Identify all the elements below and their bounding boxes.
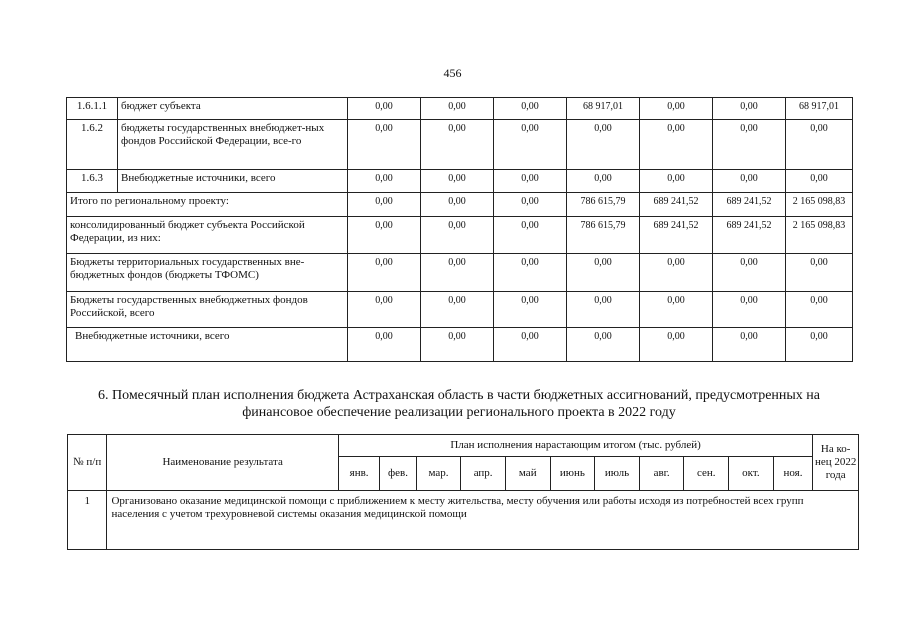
value-cell: 0,00	[640, 98, 713, 120]
row-name: Бюджеты территориальных государственных вне-бюджетных фондов (бюджеты ТФОМС)	[67, 254, 348, 292]
table-row	[67, 170, 853, 193]
row-name: консолидированный бюджет субъекта Российской Федерации, из них:	[67, 217, 348, 254]
value-cell: 0,00	[494, 328, 567, 362]
table-row	[67, 328, 853, 362]
value-cell: 0,00	[494, 170, 567, 193]
value-cell: 0,00	[640, 328, 713, 362]
table-row	[67, 217, 853, 254]
value-cell: 0,00	[348, 170, 421, 193]
value-cell: 0,00	[786, 170, 853, 193]
value-cell: 786 615,79	[567, 193, 640, 217]
value-cell: 2 165 098,83	[786, 217, 853, 254]
value-cell: 0,00	[786, 292, 853, 328]
month-header: окт.	[729, 457, 774, 491]
month-header: авг.	[639, 457, 684, 491]
value-cell: 0,00	[494, 98, 567, 120]
value-cell: 0,00	[421, 292, 494, 328]
row-name: Внебюджетные источники, всего	[118, 170, 348, 193]
value-cell: 0,00	[640, 292, 713, 328]
monthly-plan-table	[67, 434, 859, 550]
value-cell: 68 917,01	[786, 98, 853, 120]
value-cell: 0,00	[713, 170, 786, 193]
table-row	[68, 491, 859, 550]
value-cell: 0,00	[494, 292, 567, 328]
value-cell: 0,00	[567, 120, 640, 170]
month-header: сен.	[684, 457, 729, 491]
value-cell: 0,00	[713, 254, 786, 292]
result-name: Организовано оказание медицинской помощи с приближением к месту жительства, месту обучения или работы исходя из потребностей всех групп населения с учетом трехуровневой системы оказания медицинской помощи	[107, 491, 859, 550]
value-cell: 689 241,52	[640, 217, 713, 254]
month-header: янв.	[338, 457, 380, 491]
value-cell: 0,00	[421, 193, 494, 217]
month-header: июнь	[550, 457, 595, 491]
value-cell: 0,00	[348, 292, 421, 328]
value-cell: 0,00	[713, 98, 786, 120]
row-number: 1.6.3	[67, 170, 118, 193]
value-cell: 68 917,01	[567, 98, 640, 120]
month-header: фев.	[380, 457, 416, 491]
month-header: мар.	[416, 457, 461, 491]
value-cell: 689 241,52	[713, 217, 786, 254]
value-cell: 0,00	[494, 120, 567, 170]
value-cell: 0,00	[494, 193, 567, 217]
value-cell: 0,00	[348, 193, 421, 217]
row-number: 1.6.1.1	[67, 98, 118, 120]
month-header: ноя.	[773, 457, 813, 491]
value-cell: 0,00	[348, 328, 421, 362]
plan-header: План исполнения нарастающим итогом (тыс. рублей)	[338, 435, 812, 457]
financing-table	[66, 97, 853, 362]
month-header: апр.	[461, 457, 506, 491]
value-cell: 689 241,52	[713, 193, 786, 217]
value-cell: 0,00	[348, 217, 421, 254]
col-number-header: № п/п	[68, 435, 107, 491]
value-cell: 0,00	[786, 328, 853, 362]
value-cell: 0,00	[640, 170, 713, 193]
value-cell: 0,00	[786, 254, 853, 292]
value-cell: 0,00	[494, 254, 567, 292]
row-number: 1	[68, 491, 107, 550]
value-cell: 0,00	[421, 254, 494, 292]
end-of-year-header: На ко-нец 2022 года	[813, 435, 859, 491]
section-title: 6. Помесячный план исполнения бюджета Астраханская область в части бюджетных ассигнований, предусмотренных на финансовое обеспечение реализации регионального проекта в 2022 году	[97, 388, 821, 420]
month-header: июль	[595, 457, 640, 491]
value-cell: 0,00	[567, 292, 640, 328]
value-cell: 0,00	[421, 217, 494, 254]
value-cell: 0,00	[348, 98, 421, 120]
value-cell: 0,00	[421, 328, 494, 362]
row-name: Итого по региональному проекту:	[67, 193, 348, 217]
value-cell: 0,00	[494, 217, 567, 254]
table-row	[67, 120, 853, 170]
table-row	[67, 193, 853, 217]
value-cell: 0,00	[786, 120, 853, 170]
value-cell: 0,00	[567, 328, 640, 362]
row-name: Бюджеты государственных внебюджетных фондов Российской, всего	[67, 292, 348, 328]
value-cell: 0,00	[713, 120, 786, 170]
value-cell: 0,00	[348, 254, 421, 292]
value-cell: 0,00	[421, 170, 494, 193]
page-number: 456	[443, 66, 462, 80]
value-cell: 0,00	[640, 120, 713, 170]
row-name: бюджеты государственных внебюджет-ных фондов Российской Федерации, все-го	[118, 120, 348, 170]
header-row	[68, 435, 859, 457]
value-cell: 0,00	[421, 98, 494, 120]
value-cell: 0,00	[348, 120, 421, 170]
value-cell: 2 165 098,83	[786, 193, 853, 217]
value-cell: 0,00	[567, 254, 640, 292]
value-cell: 0,00	[567, 170, 640, 193]
row-name: бюджет субъекта	[118, 98, 348, 120]
table-row	[67, 292, 853, 328]
value-cell: 0,00	[713, 328, 786, 362]
month-header: май	[505, 457, 550, 491]
value-cell: 0,00	[713, 292, 786, 328]
row-name: Внебюджетные источники, всего	[67, 328, 348, 362]
value-cell: 0,00	[640, 254, 713, 292]
col-name-header: Наименование результата	[107, 435, 338, 491]
value-cell: 0,00	[421, 120, 494, 170]
table-row	[67, 254, 853, 292]
value-cell: 689 241,52	[640, 193, 713, 217]
value-cell: 786 615,79	[567, 217, 640, 254]
table-row	[67, 98, 853, 120]
row-number: 1.6.2	[67, 120, 118, 170]
